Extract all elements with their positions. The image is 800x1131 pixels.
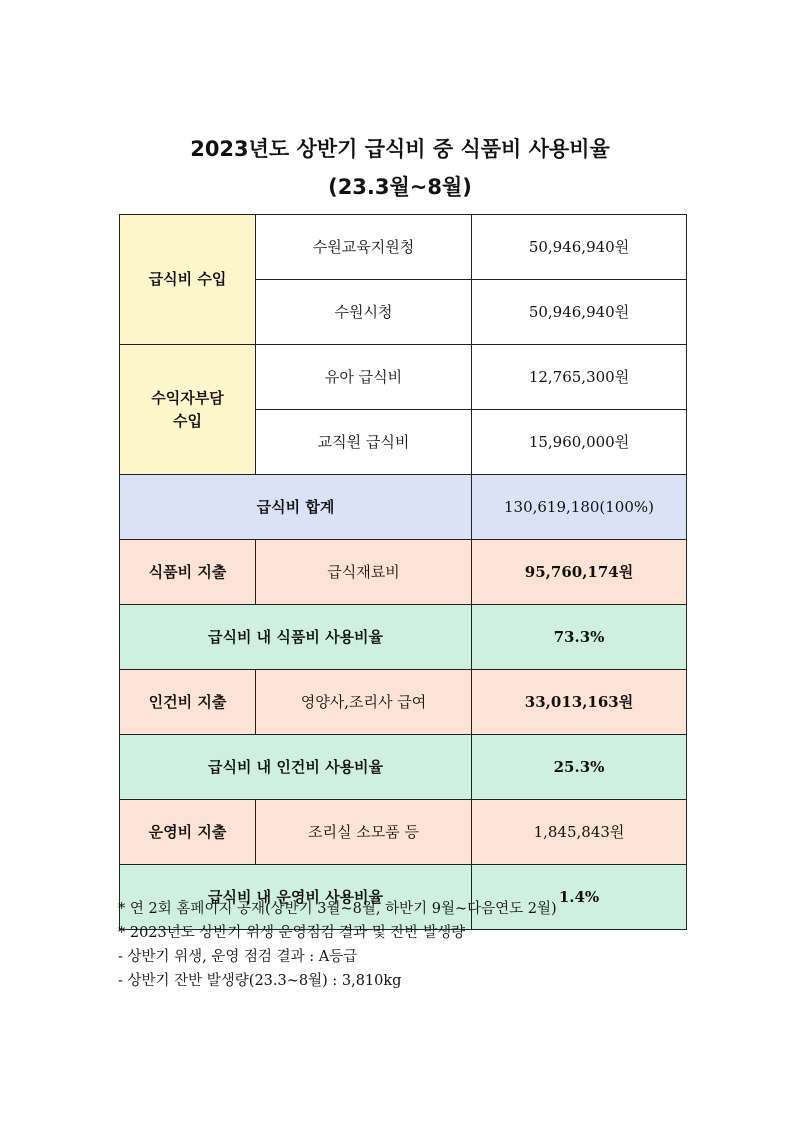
food-expense-amount-cell: 95,760,174원 xyxy=(472,540,687,605)
labor-ratio-value-cell: 25.3% xyxy=(472,735,687,800)
labor-ratio-label-cell: 급식비 내 인건비 사용비율 xyxy=(120,735,472,800)
self-pay-source-cell: 교직원 급식비 xyxy=(256,410,472,475)
page-subtitle-period: (23.3월~8월) xyxy=(328,175,472,199)
income-source-cell: 수원시청 xyxy=(256,280,472,345)
self-pay-label-line2: 수입 xyxy=(173,411,202,430)
total-amount-cell: 130,619,180(100%) xyxy=(472,475,687,540)
self-pay-amount-cell: 12,765,300원 xyxy=(472,345,687,410)
note-line: * 2023년도 상반기 위생 운영점검 결과 및 잔반 발생량 xyxy=(118,925,466,941)
labor-expense-item-cell: 영양사,조리사 급여 xyxy=(256,670,472,735)
income-label: 급식비 수입 xyxy=(148,270,227,289)
operation-ratio-label-cell: 급식비 내 운영비 사용비율 xyxy=(120,865,472,930)
operation-expense-amount-cell: 1,845,843원 xyxy=(472,800,687,865)
notes-section xyxy=(118,897,557,993)
labor-expense-amount-cell: 33,013,163원 xyxy=(472,670,687,735)
operation-expense-label-cell: 운영비 지출 xyxy=(120,800,256,865)
total-label-cell: 급식비 합계 xyxy=(120,475,472,540)
note-line: * 연 2회 홈페이지 공재(상반기 3월~8월, 하반기 9월~다음연도 2월) xyxy=(118,901,557,917)
self-pay-source-cell: 유아 급식비 xyxy=(256,345,472,410)
food-expense-item-cell: 급식재료비 xyxy=(256,540,472,605)
self-pay-label-line1: 수익자부담 xyxy=(151,389,224,407)
income-amount-cell: 50,946,940원 xyxy=(472,215,687,280)
self-pay-amount-cell: 15,960,000원 xyxy=(472,410,687,475)
food-expense-label-cell: 식품비 지출 xyxy=(120,540,256,605)
note-line: - 상반기 위생, 운영 점검 결과 : A등급 xyxy=(118,949,358,965)
meal-cost-table xyxy=(119,214,687,930)
note-line: - 상반기 잔반 발생량(23.3~8월) : 3,810kg xyxy=(118,973,402,989)
income-amount-cell: 50,946,940원 xyxy=(472,280,687,345)
operation-ratio-value-cell: 1.4% xyxy=(472,865,687,930)
income-label-cell xyxy=(120,215,256,345)
food-ratio-value-cell: 73.3% xyxy=(472,605,687,670)
self-pay-label-cell xyxy=(120,345,256,475)
page-title: 2023년도 상반기 급식비 중 식품비 사용비율 xyxy=(190,137,610,161)
labor-expense-label-cell: 인건비 지출 xyxy=(120,670,256,735)
food-ratio-label-cell: 급식비 내 식품비 사용비율 xyxy=(120,605,472,670)
operation-expense-item-cell: 조리실 소모품 등 xyxy=(256,800,472,865)
income-source-cell: 수원교육지원청 xyxy=(256,215,472,280)
